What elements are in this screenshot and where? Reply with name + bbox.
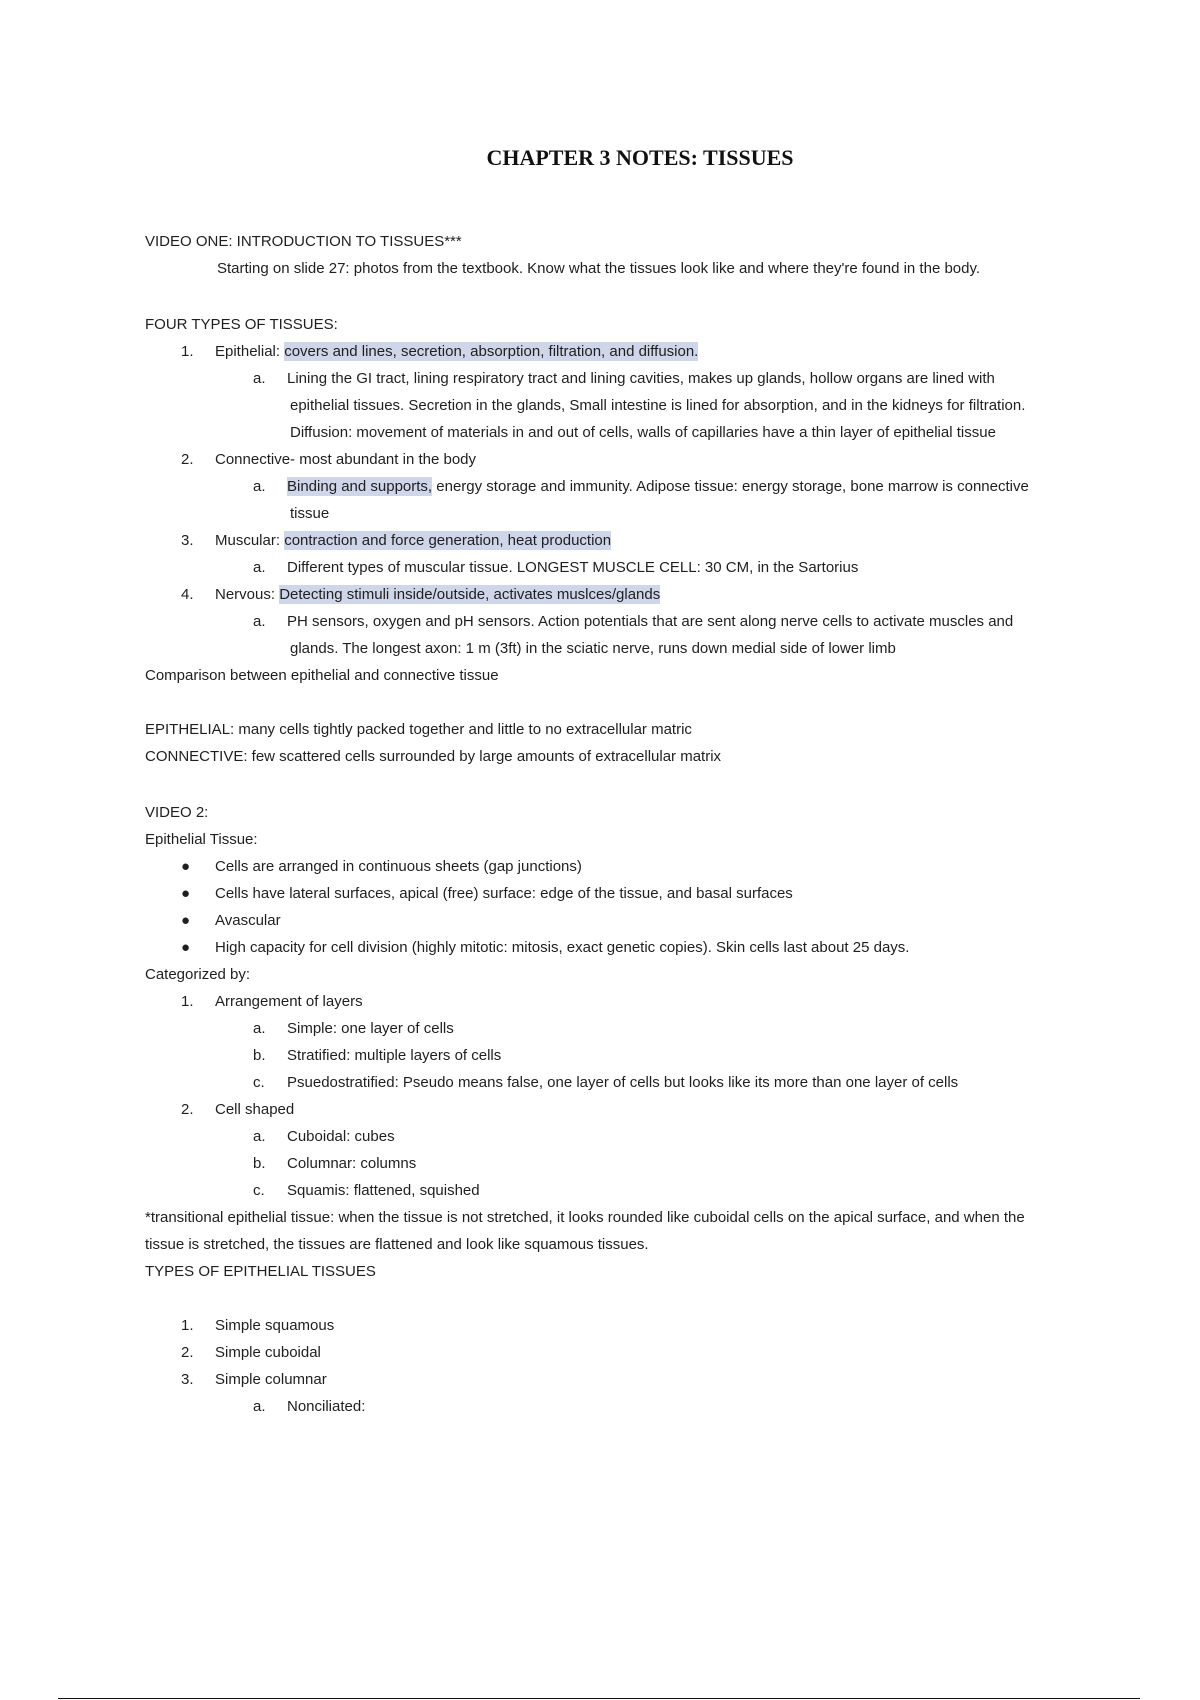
bullet-icon: ● (181, 858, 191, 875)
list-number: 1. (181, 1317, 194, 1334)
sub-marker: a. (253, 559, 266, 576)
epithelial-tissue-subheading: Epithelial Tissue: (145, 831, 258, 848)
sub-marker: b. (253, 1155, 266, 1172)
list-number: 2. (181, 451, 194, 468)
video-two-heading: VIDEO 2: (145, 804, 209, 821)
item-label: Simple squamous (215, 1317, 335, 1334)
sub-marker: a. (253, 613, 266, 630)
item-label: Simple columnar (215, 1371, 327, 1388)
list-number: 3. (181, 532, 194, 549)
sub-item (253, 1046, 501, 1066)
highlighted-text: contraction and force generation, heat production (284, 532, 612, 549)
sub-item (253, 1181, 480, 1201)
sub-text: Psuedostratified: Pseudo means false, one layer of cells but looks like its more than one layer of cells (287, 1074, 959, 1091)
highlighted-text: covers and lines, secretion, absorption, filtration, and diffusion. (284, 343, 699, 360)
sub-item (253, 1019, 454, 1039)
sub-text-cont: glands. The longest axon: 1 m (3ft) in the sciatic nerve, runs down medial side of lower limb (290, 640, 896, 657)
comparison-heading: Comparison between epithelial and connective tissue (145, 667, 499, 684)
transitional-note-cont: tissue is stretched, the tissues are flattened and look like squamous tissues. (145, 1236, 649, 1253)
page-bottom-rule (58, 1698, 1140, 1699)
bullet-text: High capacity for cell division (highly mitotic: mitosis, exact genetic copies). Skin cells last about 25 days. (215, 939, 910, 956)
sub-text: Columnar: columns (287, 1155, 417, 1172)
list-number: 4. (181, 586, 194, 603)
list-item (181, 585, 660, 605)
bullet-text: Avascular (215, 912, 281, 929)
connective-definition: CONNECTIVE: few scattered cells surrounded by large amounts of extracellular matrix (145, 748, 722, 765)
sub-text: Squamis: flattened, squished (287, 1182, 480, 1199)
sub-text: Stratified: multiple layers of cells (287, 1047, 502, 1064)
sub-text-cont: epithelial tissues. Secretion in the glands, Small intestine is lined for absorption, and in the kidneys for filtration. (290, 397, 1026, 414)
sub-marker: c. (253, 1182, 265, 1199)
item-label: Nervous: (215, 586, 276, 603)
sub-text: Lining the GI tract, lining respiratory tract and lining cavities, makes up glands, hollow organs are lined with (287, 370, 995, 387)
four-types-heading: FOUR TYPES OF TISSUES: (145, 316, 338, 333)
list-item (181, 1100, 294, 1120)
highlighted-text: Binding and supports, (287, 478, 433, 495)
bullet-icon: ● (181, 885, 191, 902)
page-title: CHAPTER 3 NOTES: TISSUES (486, 145, 794, 170)
highlighted-text: Detecting stimuli inside/outside, activates muslces/glands (279, 586, 661, 603)
list-number: 1. (181, 993, 194, 1010)
sub-text-cont: Diffusion: movement of materials in and out of cells, walls of capillaries have a thin layer of epithelial tissue (290, 424, 996, 441)
sub-marker: c. (253, 1074, 265, 1091)
sub-text: PH sensors, oxygen and pH sensors. Action potentials that are sent along nerve cells to activate muscles and (287, 613, 1014, 630)
video-one-heading: VIDEO ONE: INTRODUCTION TO TISSUES*** (145, 233, 462, 250)
item-label: Connective- most abundant in the body (215, 451, 476, 468)
list-number: 3. (181, 1371, 194, 1388)
bullet-text: Cells are arranged in continuous sheets (gap junctions) (215, 858, 582, 875)
item-label: Cell shaped (215, 1101, 295, 1118)
item-label: Simple cuboidal (215, 1344, 321, 1361)
sub-item (253, 369, 995, 389)
list-number: 2. (181, 1344, 194, 1361)
list-number: 2. (181, 1101, 194, 1118)
sub-marker: a. (253, 1128, 266, 1145)
bullet-text: Cells have lateral surfaces, apical (free) surface: edge of the tissue, and basal surfaces (215, 885, 793, 902)
sub-item (253, 612, 1013, 632)
list-number: 1. (181, 343, 194, 360)
list-item (181, 1316, 334, 1336)
sub-item (253, 477, 1029, 497)
epithelial-definition: EPITHELIAL: many cells tightly packed together and little to no extracellular matric (145, 721, 692, 738)
list-item (181, 531, 611, 551)
bullet-item (181, 938, 909, 958)
list-item (181, 992, 363, 1012)
item-label: Muscular: (215, 532, 281, 549)
sub-marker: a. (253, 1398, 266, 1415)
sub-item (253, 1154, 416, 1174)
bullet-item (181, 884, 793, 904)
sub-text: Nonciliated: (287, 1398, 366, 1415)
transitional-note: *transitional epithelial tissue: when the tissue is not stretched, it looks rounded like cuboidal cells on the apical surface, and when the (145, 1209, 1025, 1226)
sub-text: Simple: one layer of cells (287, 1020, 454, 1037)
sub-marker: a. (253, 478, 266, 495)
sub-item (253, 1127, 395, 1147)
categorized-heading: Categorized by: (145, 966, 251, 983)
list-item (181, 1370, 327, 1390)
sub-item (253, 1073, 958, 1093)
list-item (181, 342, 698, 362)
bullet-item (181, 911, 281, 931)
list-item (181, 450, 476, 470)
sub-text: Different types of muscular tissue. LONGEST MUSCLE CELL: 30 CM, in the Sartorius (287, 559, 859, 576)
item-label: Epithelial: (215, 343, 281, 360)
sub-item (253, 1397, 365, 1417)
sub-item (253, 558, 858, 578)
list-item (181, 1343, 321, 1363)
sub-text: energy storage and immunity. Adipose tissue: energy storage, bone marrow is connective (432, 478, 1029, 495)
sub-marker: a. (253, 1020, 266, 1037)
sub-marker: a. (253, 370, 266, 387)
sub-text: Cuboidal: cubes (287, 1128, 395, 1145)
bullet-item (181, 857, 582, 877)
bullet-icon: ● (181, 912, 191, 929)
video-one-note: Starting on slide 27: photos from the textbook. Know what the tissues look like and where they're found in the body. (217, 260, 981, 277)
item-label: Arrangement of layers (215, 993, 363, 1010)
types-heading: TYPES OF EPITHELIAL TISSUES (145, 1263, 376, 1280)
sub-text-cont: tissue (290, 505, 330, 522)
bullet-icon: ● (181, 939, 191, 956)
sub-marker: b. (253, 1047, 266, 1064)
